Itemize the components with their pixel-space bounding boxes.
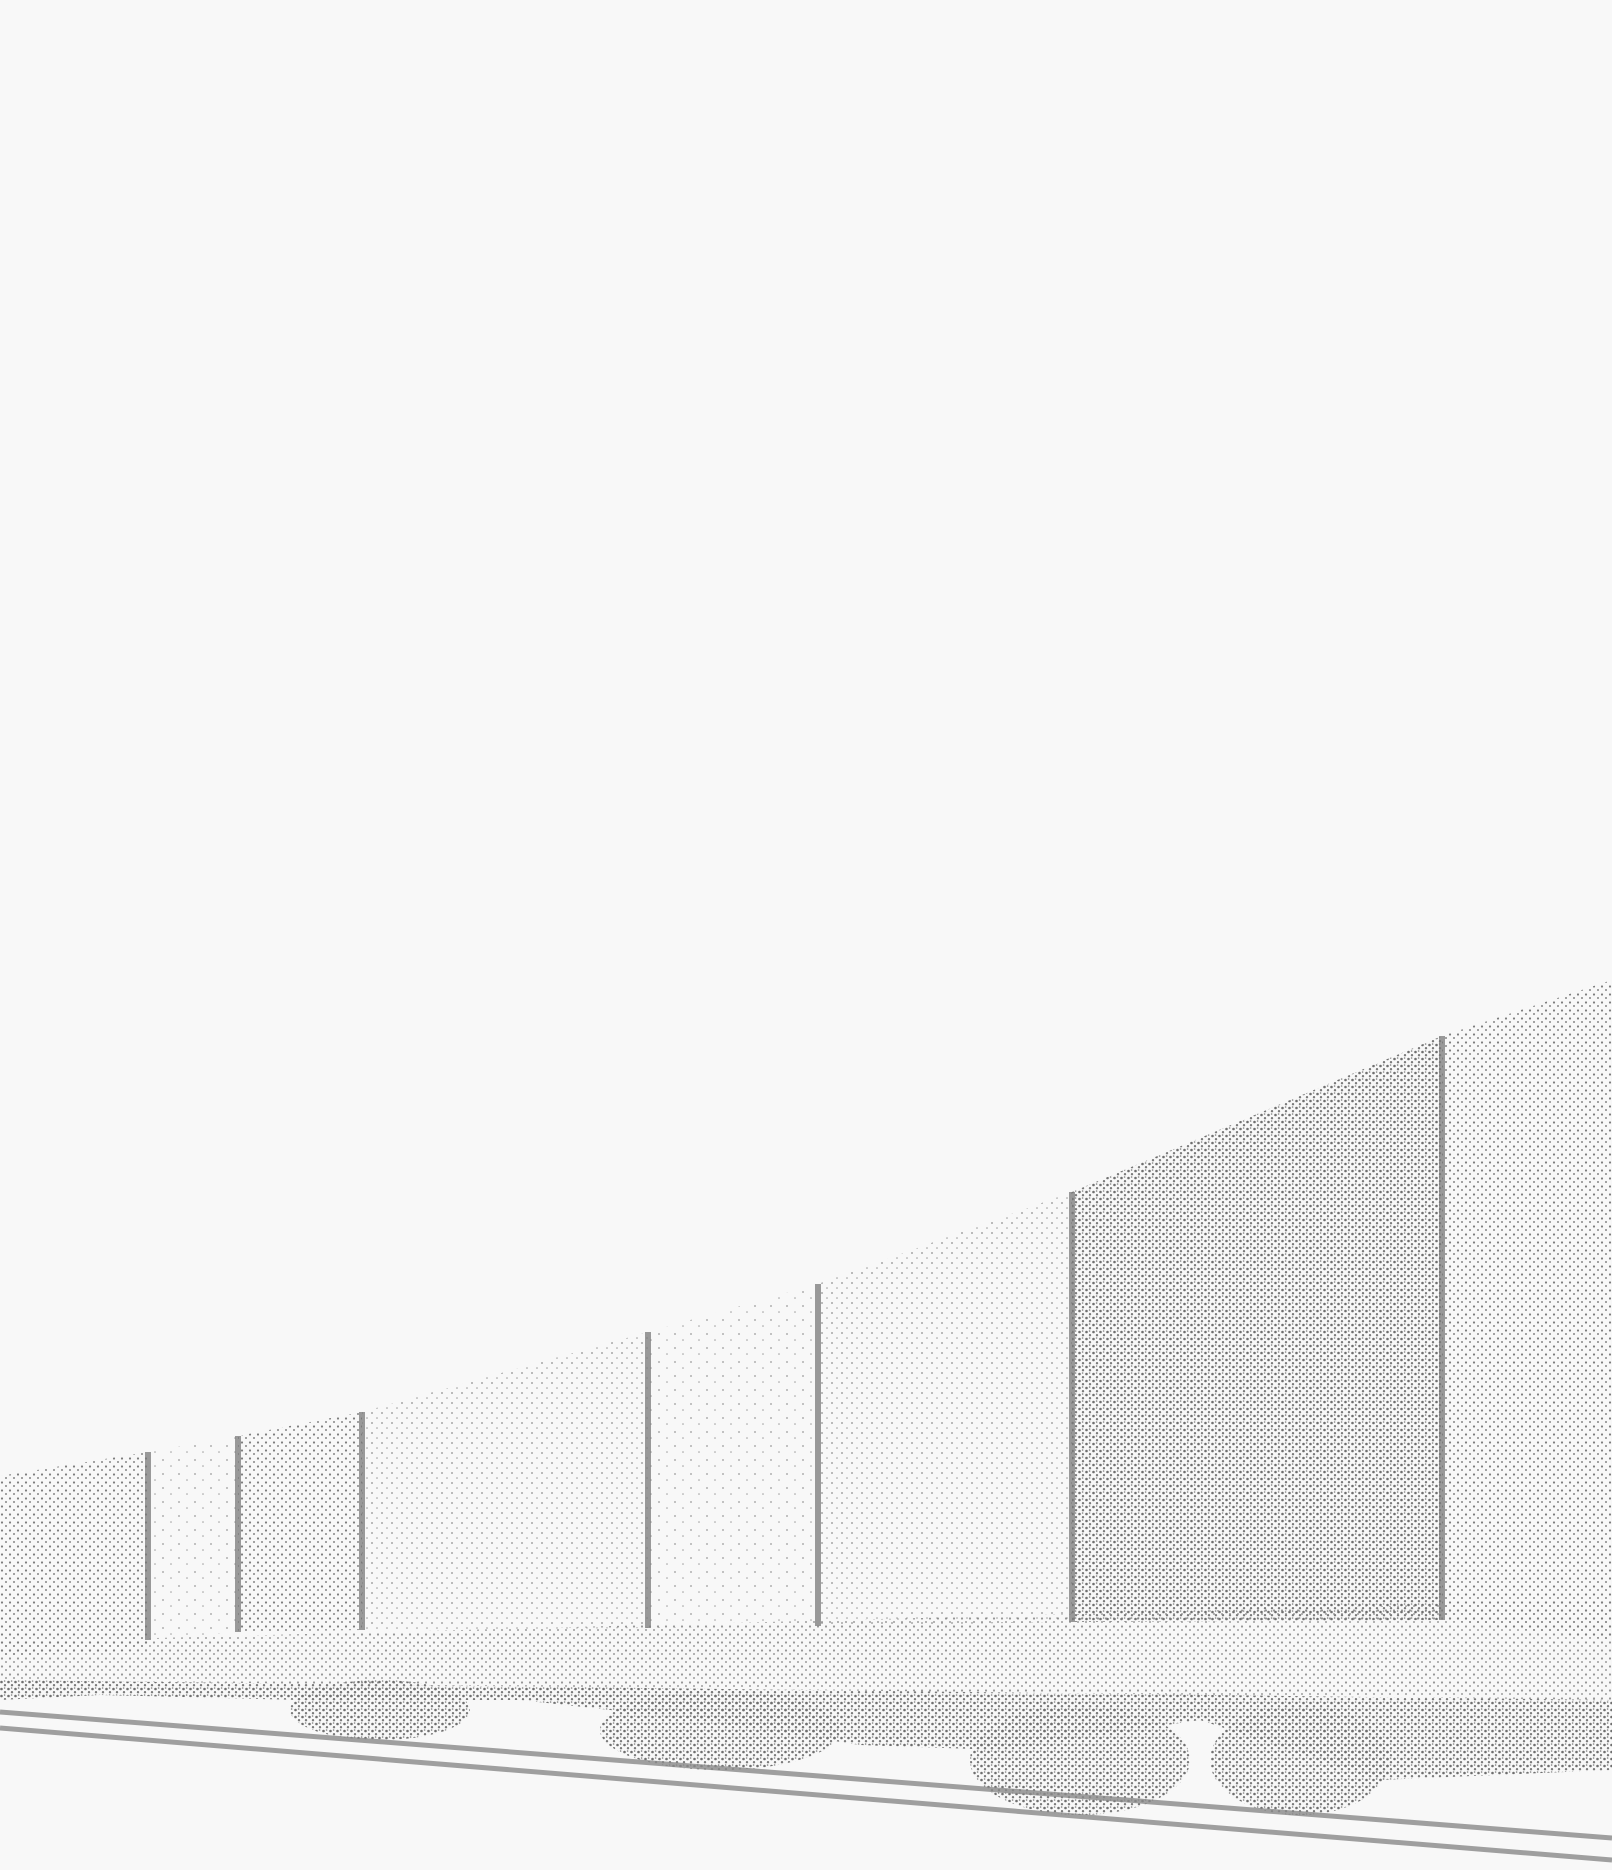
- container-4: [648, 1284, 818, 1628]
- container-7: [1442, 980, 1612, 1640]
- container-gap-light: [148, 1436, 238, 1640]
- container-2: [238, 1412, 362, 1632]
- container-1: [0, 1452, 148, 1656]
